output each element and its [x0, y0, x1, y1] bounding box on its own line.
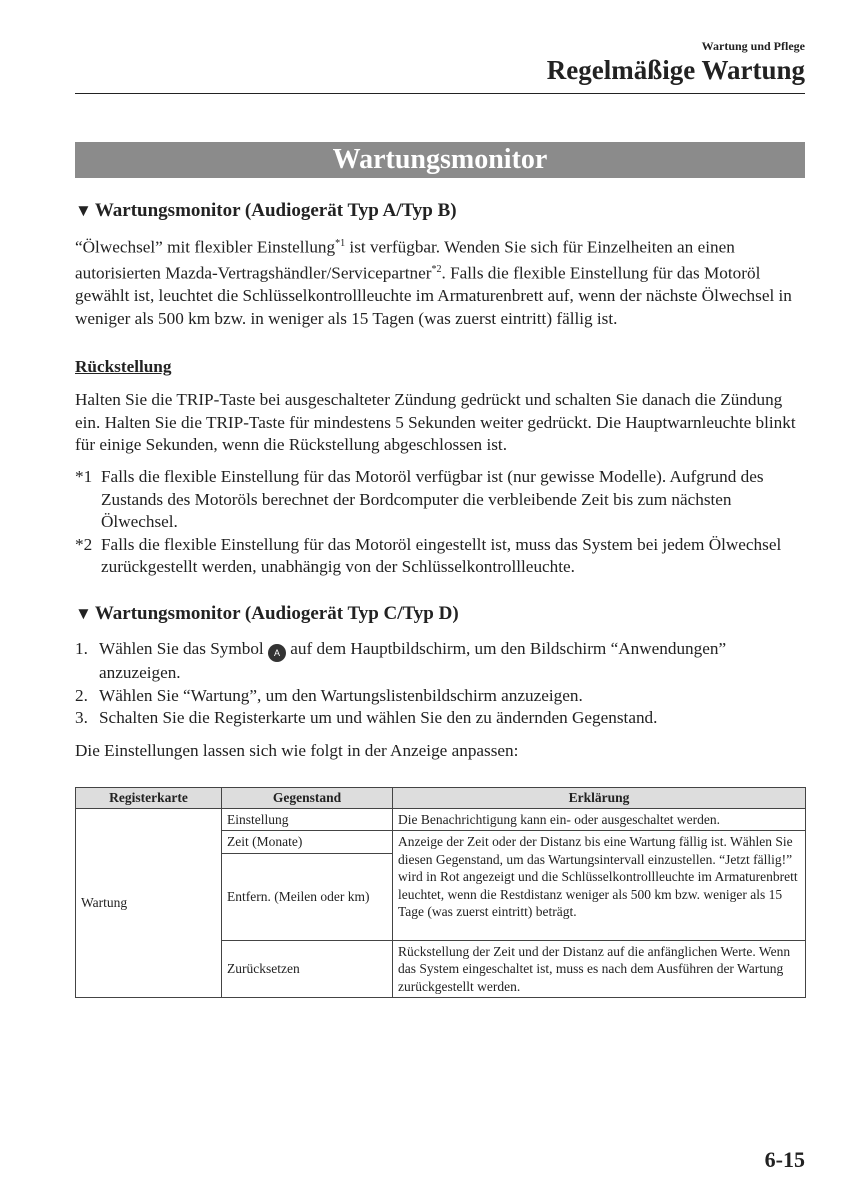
- header-divider: [75, 93, 805, 94]
- footnotes: [75, 466, 810, 579]
- footnote-ref: *2: [431, 264, 442, 276]
- footnote-text: Falls die flexible Einstellung für das Motoröl verfügbar ist (nur gewisse Modelle). Aufgrund des Zustands des Motoröls berechnet der Bordcomputer die verbleibende Zeit bis zum nächsten Ölwechsel.: [101, 467, 764, 531]
- step-3: [75, 707, 810, 730]
- triangle-icon: ▼: [75, 201, 92, 220]
- step-1: [75, 638, 810, 685]
- footnote-ref: *1: [335, 238, 346, 249]
- column-header: Registerkarte: [76, 788, 222, 809]
- step-2: [75, 685, 810, 708]
- text: ist verfügbar. Wenden Sie sich für Einzelheiten an einen autorisierten Mazda-Vertragshändler/Servicepartner: [75, 237, 735, 283]
- text: auf dem Hauptbildschirm, um den Bildschirm “Anwendungen” anzuzeigen.: [99, 639, 727, 682]
- applications-icon: A: [268, 644, 286, 662]
- step-number: 3.: [75, 708, 88, 727]
- column-header: Erklärung: [393, 788, 806, 809]
- item-cell: Entfern. (Meilen oder km): [222, 853, 393, 940]
- settings-table: [75, 787, 806, 998]
- heading-type-ab: [75, 200, 457, 222]
- description-cell: Rückstellung der Zeit und der Distanz auf die anfänglichen Werte. Wenn das System eingeschaltet ist, muss es nach dem Ausführen der Wartung zurückgestellt werden.: [393, 940, 806, 998]
- item-cell: Einstellung: [222, 808, 393, 831]
- heading-text: Wartungsmonitor (Audiogerät Typ C/Typ D): [94, 603, 459, 624]
- paragraph-oil-change: [75, 233, 810, 330]
- subheading-reset: Rückstellung: [75, 357, 172, 376]
- paragraph-reset: Halten Sie die TRIP-Taste bei ausgeschalteter Zündung gedrückt und schalten Sie danach die Zündung ein. Halten Sie die TRIP-Taste für mindestens 5 Sekunden weiter gedrückt. Die Hauptwarnleuchte blinkt für einige Sekunden, wenn die Rückstellung abgeschlossen ist.: [75, 390, 796, 454]
- section-label: Wartung und Pflege: [701, 39, 805, 53]
- step-text: Schalten Sie die Registerkarte um und wählen Sie den zu ändernden Gegenstand.: [99, 708, 658, 727]
- step-number: 2.: [75, 685, 88, 705]
- section-banner: Wartungsmonitor: [75, 142, 805, 178]
- step-text: Wählen Sie “Wartung”, um den Wartungslistenbildschirm anzuzeigen.: [99, 685, 583, 705]
- text: “Ölwechsel” mit flexibler Einstellung: [75, 237, 336, 257]
- footnote-mark: *1: [75, 467, 93, 486]
- column-header: Gegenstand: [222, 788, 393, 809]
- footnote-mark: *2: [75, 534, 93, 554]
- description-cell: Anzeige der Zeit oder der Distanz bis eine Wartung fällig ist. Wählen Sie diesen Gegenstand, um das Wartungsintervall einzustellen. “Jetzt fällig!” wird in Rot angezeigt und die Schlüsselkontrollleuchte im Armaturenbrett leuchtet, wenn die Restdistanz weniger als 500 km bzw. weniger als 15 Tage (was zuerst eintritt) beträgt.: [393, 831, 806, 941]
- description-cell: Die Benachrichtigung kann ein- oder ausgeschaltet werden.: [393, 808, 806, 831]
- heading-text: Wartungsmonitor (Audiogerät Typ A/Typ B): [94, 200, 457, 221]
- footnote-2: [75, 534, 810, 579]
- table-row: [76, 808, 806, 831]
- page-title: Regelmäßige Wartung: [546, 55, 805, 85]
- steps-list: [75, 638, 810, 730]
- triangle-icon: ▼: [75, 604, 92, 623]
- text: Wählen Sie das Symbol: [99, 639, 264, 658]
- footnote-1: [75, 466, 810, 534]
- tab-cell: Wartung: [76, 808, 222, 998]
- page-number: 6-15: [764, 1147, 805, 1172]
- table-header-row: [76, 788, 806, 809]
- item-cell: Zurücksetzen: [222, 940, 393, 998]
- item-cell: Zeit (Monate): [222, 831, 393, 854]
- footnote-text: Falls die flexible Einstellung für das Motoröl eingestellt ist, muss das System bei jedem Ölwechsel zurückgestellt werden, unabhängig von der Schlüsselkontrollleuchte.: [101, 534, 782, 576]
- text: . Falls die flexible Einstellung für das Motoröl gewählt ist, leuchtet die Schlüsselkontrollleuchte im Armaturenbrett auf, wenn der nächste Ölwechsel in weniger als 500 km bzw. in weniger als 15 Tagen (was zuerst eintritt) fällig ist.: [75, 263, 792, 328]
- heading-type-cd: [75, 603, 459, 625]
- step-number: 1.: [75, 639, 88, 658]
- table-intro: Die Einstellungen lassen sich wie folgt in der Anzeige anpassen:: [75, 741, 519, 760]
